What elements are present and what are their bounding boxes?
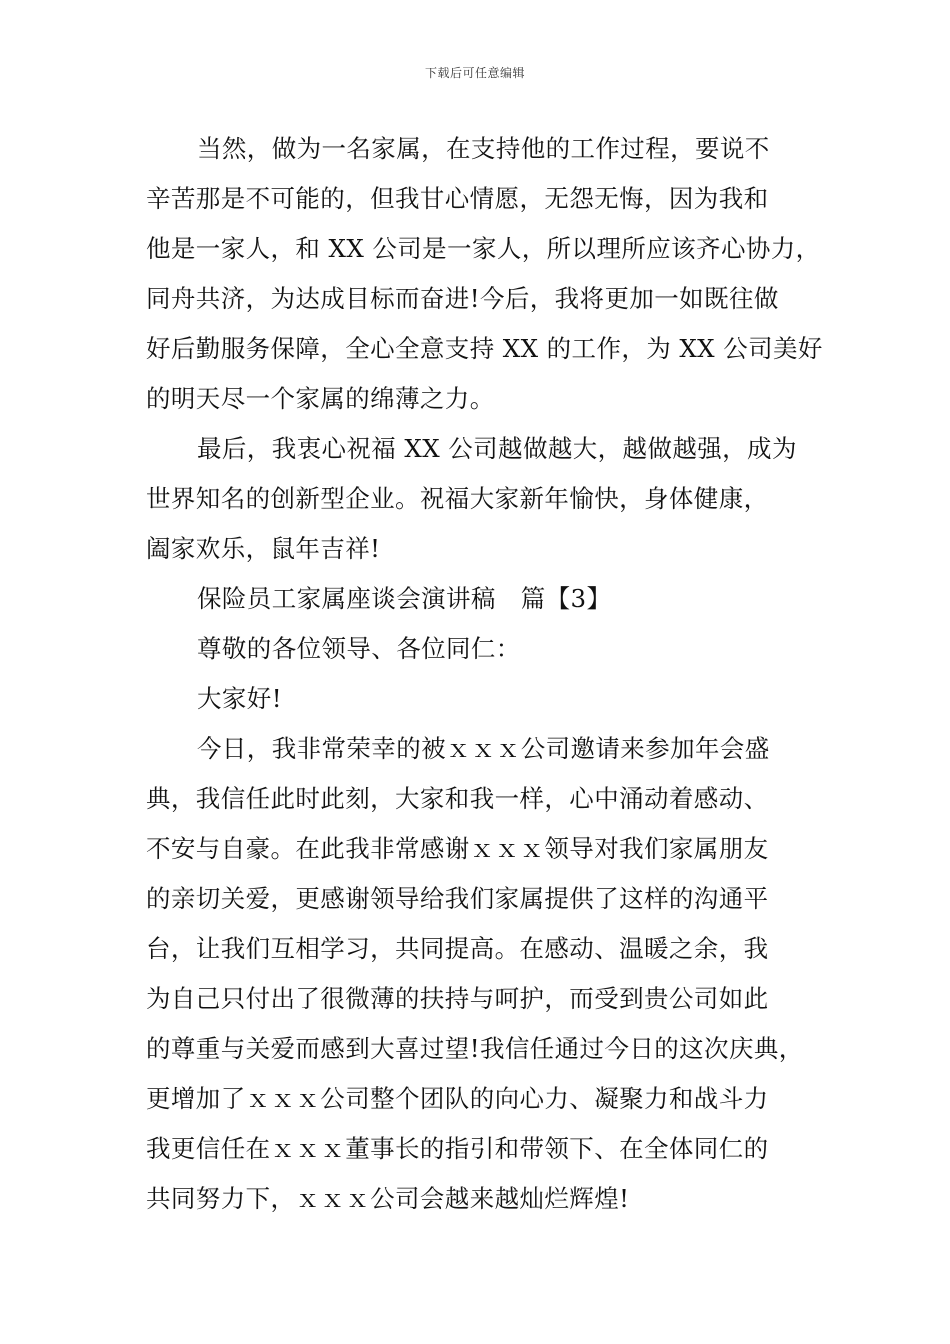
greeting: 大家好!	[197, 684, 282, 713]
text-line: 共同努力下，ｘｘｘ公司会越来越灿烂辉煌!	[146, 1184, 630, 1213]
text-line: 世界知名的创新型企业。祝福大家新年愉快，身体健康，	[146, 484, 769, 513]
text-line: 更增加了ｘｘｘ公司整个团队的向心力、凝聚力和战斗力	[146, 1084, 769, 1113]
text-line: 最后，我衷心祝福 XX 公司越做越大，越做越强，成为	[197, 434, 797, 463]
text-line: 的尊重与关爱而感到大喜过望!我信任通过今日的这次庆典，	[146, 1034, 804, 1063]
text-line: 不安与自豪。在此我非常感谢ｘｘｘ领导对我们家属朋友	[146, 834, 769, 863]
text-line: 他是一家人，和 XX 公司是一家人，所以理所应该齐心协力，	[146, 234, 821, 263]
page-header-note: 下载后可任意编辑	[424, 66, 525, 80]
text-line: 典，我信任此时此刻，大家和我一样，心中涌动着感动、	[146, 784, 769, 813]
text-line: 辛苦那是不可能的，但我甘心情愿，无怨无悔，因为我和	[146, 184, 769, 213]
text-line: 当然，做为一名家属，在支持他的工作过程，要说不	[197, 134, 770, 163]
text-line: 台，让我们互相学习，共同提高。在感动、温暖之余，我	[146, 934, 769, 963]
text-line: 的明天尽一个家属的绵薄之力。	[146, 384, 495, 413]
salutation: 尊敬的各位领导、各位同仁：	[197, 634, 521, 663]
text-line: 今日，我非常荣幸的被ｘｘｘ公司邀请来参加年会盛	[197, 734, 770, 763]
text-line: 好后勤服务保障，全心全意支持 XX 的工作，为 XX 公司美好	[146, 334, 823, 363]
text-line: 同舟共济，为达成目标而奋进!今后，我将更加一如既往做	[146, 284, 779, 313]
text-line: 为自己只付出了很微薄的扶持与呵护，而受到贵公司如此	[146, 984, 769, 1013]
section-heading: 保险员工家属座谈会演讲稿 篇【3】	[197, 584, 612, 613]
text-line: 的亲切关爱，更感谢领导给我们家属提供了这样的沟通平	[146, 884, 769, 913]
text-line: 我更信任在ｘｘｘ董事长的指引和带领下、在全体同仁的	[146, 1134, 769, 1163]
text-line: 阖家欢乐，鼠年吉祥!	[146, 534, 381, 563]
